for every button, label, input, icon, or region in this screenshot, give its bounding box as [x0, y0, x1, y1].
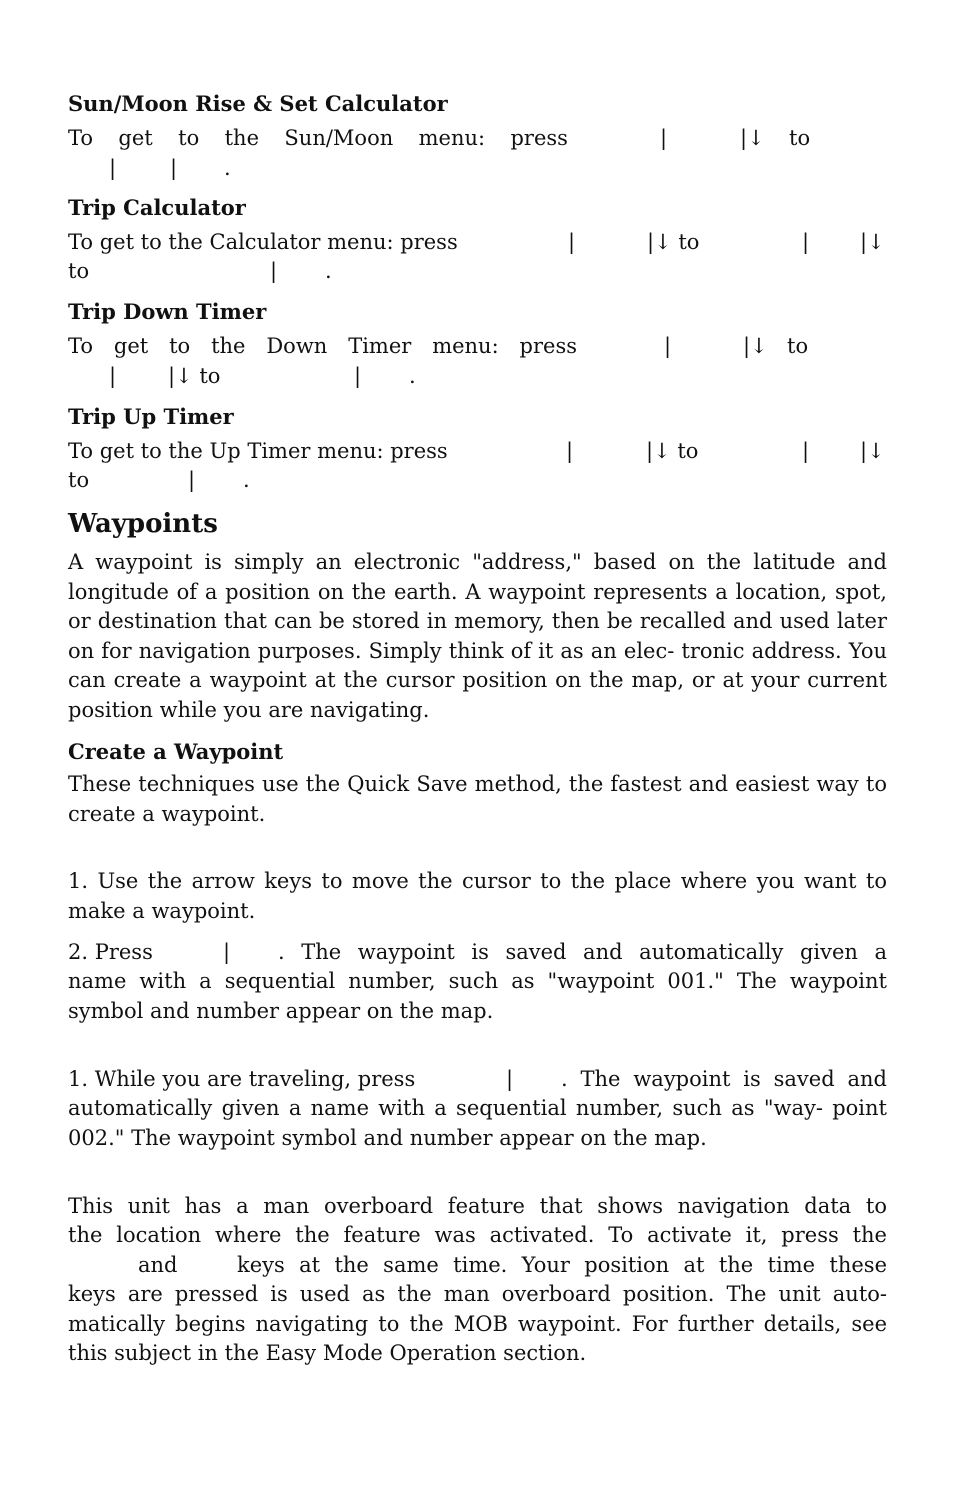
to-text: to — [68, 468, 90, 492]
trip-up-line1: To get to the Up Timer menu: press — [68, 439, 448, 463]
period: . — [409, 364, 416, 388]
trip-down-line1: To get to the Down Timer menu: press — [68, 334, 577, 358]
trip-calculator-heading: Trip Calculator — [68, 195, 246, 220]
separator: | — [188, 468, 196, 492]
cursor-step-2-rest: name with a sequential number, such as "waypoint 001." The waypoint symbol and number appear on the map. — [68, 969, 887, 1023]
separator: | — [354, 364, 362, 388]
separator: | — [170, 156, 178, 180]
trip-up-timer-heading: Trip Up Timer — [68, 404, 234, 429]
cursor-step-2-start: 2. Press — [68, 940, 153, 964]
mob-line-2: the location where the feature was activated. To activate it, press the — [68, 1223, 887, 1247]
mob-rest: keys are pressed is used as the man overboard position. The unit auto- matically begins navigating to the MOB waypoint. For further details, see this subject in the Easy Mode Operation section. — [68, 1282, 887, 1366]
position-step-1-start: 1. While you are traveling, press — [68, 1067, 416, 1091]
separator-down-arrow: |↓ — [860, 439, 885, 463]
and-text: and — [138, 1253, 178, 1277]
separator-down-arrow-to: |↓ to — [647, 230, 700, 254]
separator-down-arrow: |↓ — [860, 230, 885, 254]
position-step-1-rest: automatically given a name with a sequential number, such as "way- point 002." The waypoint symbol and number appear on the map. — [68, 1096, 887, 1150]
separator: | — [802, 439, 810, 463]
to-text: to — [789, 126, 811, 150]
separator-down-arrow: |↓ — [740, 126, 765, 150]
separator: | — [664, 334, 672, 358]
position-step-1-end: . The waypoint is saved and — [561, 1067, 887, 1091]
separator-down-arrow: |↓ — [743, 334, 768, 358]
mob-line-3: keys at the same time. Your position at the time these — [237, 1253, 887, 1277]
cursor-step-2-end: . The waypoint is saved and automatically given a — [278, 940, 887, 964]
separator: | — [109, 156, 117, 180]
separator: | — [506, 1067, 514, 1091]
cursor-step-1: 1. Use the arrow keys to move the cursor to the place where you want to make a waypoint. — [68, 869, 887, 923]
create-waypoint-heading: Create a Waypoint — [68, 739, 284, 764]
period: . — [243, 468, 250, 492]
separator: | — [223, 940, 231, 964]
period: . — [224, 156, 231, 180]
separator: | — [660, 126, 668, 150]
separator: | — [566, 439, 574, 463]
separator: | — [802, 230, 810, 254]
separator: | — [109, 364, 117, 388]
waypoints-heading: Waypoints — [68, 509, 218, 539]
trip-calc-line1: To get to the Calculator menu: press — [68, 230, 458, 254]
separator: | — [270, 259, 278, 283]
create-waypoint-intro: These techniques use the Quick Save method, the fastest and easiest way to create a waypoint. — [68, 772, 887, 826]
separator-down-arrow-to: |↓ to — [168, 364, 221, 388]
mob-line-1: This unit has a man overboard feature that shows navigation data to — [68, 1194, 887, 1218]
period: . — [325, 259, 332, 283]
waypoints-intro: A waypoint is simply an electronic "address," based on the latitude and longitude of a position on the earth. A waypoint represents a location, spot, or destination that can be stored in memory, then be recalled and used later on for navigation purposes. Simply think of it as an elec- tronic address. You can create a waypoint at the cursor position on the map, or at your current position while you are navigating. — [68, 550, 887, 722]
separator-down-arrow-to: |↓ to — [646, 439, 699, 463]
trip-down-timer-heading: Trip Down Timer — [68, 299, 267, 324]
to-text: to — [68, 259, 90, 283]
to-text: to — [787, 334, 809, 358]
sun-moon-line1: To get to the Sun/Moon menu: press — [68, 126, 568, 150]
separator: | — [568, 230, 576, 254]
sun-moon-heading: Sun/Moon Rise & Set Calculator — [68, 91, 448, 116]
